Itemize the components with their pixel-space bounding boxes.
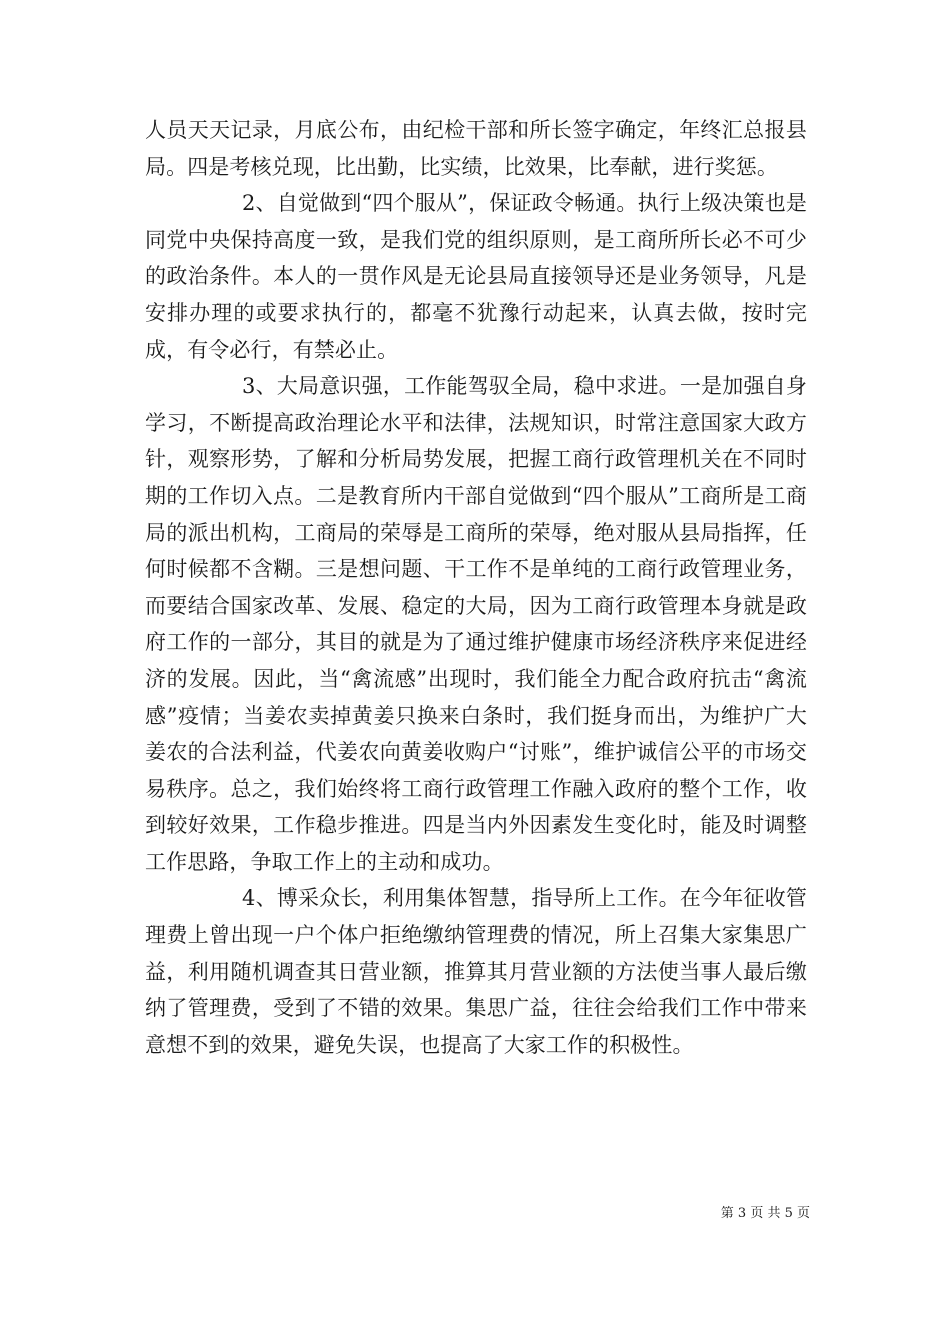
document-body [145,112,807,1063]
paragraph-item-3: 3、大局意识强，工作能驾驭全局，稳中求进。一是加强自身学习，不断提高政治理论水平和法律，法规知识，时常注意国家大政方针，观察形势，了解和分析局势发展，把握工商行政管理机关在不同时期的工作切入点。二是教育所内干部自觉做到“四个服从”工商所是工商局的派出机构，工商局的荣辱是工商所的荣辱，绝对服从县局指挥，任何时候都不含糊。三是想问题、干工作不是单纯的工商行政管理业务，而要结合国家改革、发展、稳定的大局，因为工商行政管理本身就是政府工作的一部分，其目的就是为了通过维护健康市场经济秩序来促进经济的发展。因此，当“禽流感”出现时，我们能全力配合政府抗击“禽流感”疫情；当姜农卖掉黄姜只换来白条时，我们挺身而出，为维护广大姜农的合法利益，代姜农向黄姜收购户“讨账”，维护诚信公平的市场交易秩序。总之，我们始终将工商行政管理工作融入政府的整个工作，收到较好效果，工作稳步推进。四是当内外因素发生变化时，能及时调整工作思路，争取工作上的主动和成功。 [145,374,807,874]
page-number-footer: 第 3 页 共 5 页 [720,1206,810,1221]
paragraph-item-2: 2、自觉做到“四个服从”，保证政令畅通。执行上级决策也是同党中央保持高度一致，是我们党的组织原则，是工商所所长必不可少的政治条件。本人的一贯作风是无论县局直接领导还是业务领导，凡是安排办理的或要求执行的，都毫不犹豫行动起来，认真去做，按时完成，有令必行，有禁必止。 [145,191,807,362]
paragraph-item-4: 4、博采众长，利用集体智慧，指导所上工作。在今年征收管理费上曾出现一户个体户拒绝缴纳管理费的情况，所上召集大家集思广益，利用随机调查其日营业额，推算其月营业额的方法使当事人最后缴纳了管理费，受到了不错的效果。集思广益，往往会给我们工作中带来意想不到的效果，避免失误，也提高了大家工作的积极性。 [145,886,807,1057]
paragraph-continuation: 人员天天记录，月底公布，由纪检干部和所长签字确定，年终汇总报县局。四是考核兑现，比出勤，比实绩，比效果，比奉献，进行奖惩。 [145,118,807,179]
